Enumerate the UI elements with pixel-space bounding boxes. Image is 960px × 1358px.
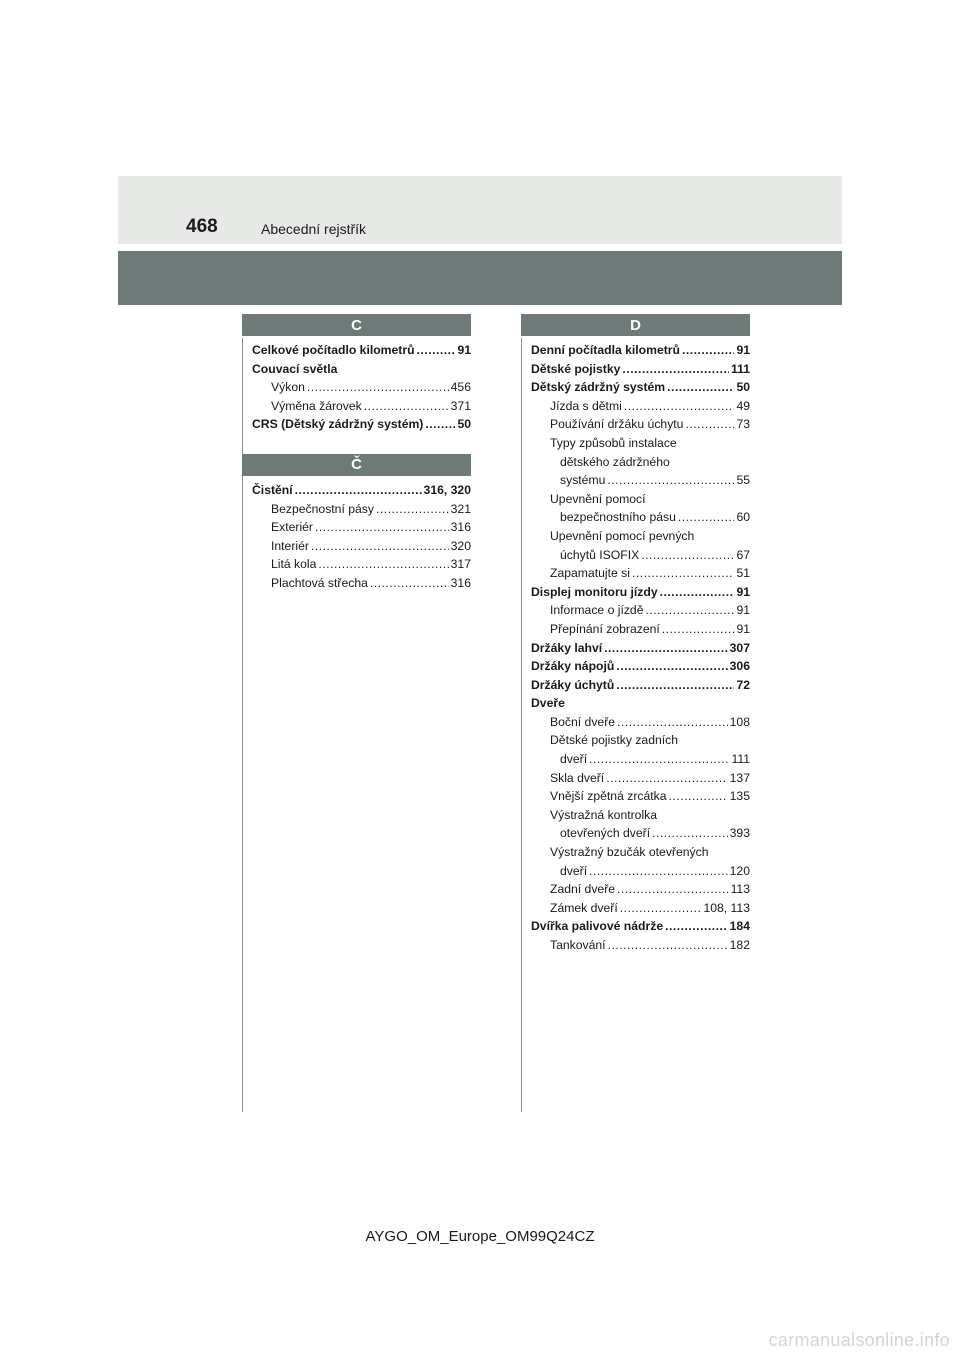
entry-term: Přepínání zobrazení — [550, 621, 660, 636]
index-entry — [531, 360, 750, 379]
entry-page: 108, 113 — [703, 900, 750, 915]
index-entry — [531, 639, 750, 658]
entry-page: 111 — [731, 752, 750, 767]
dot-leader — [685, 415, 734, 434]
entry-page: 120 — [729, 863, 750, 878]
entry-term: Jízda s dětmi — [550, 398, 622, 413]
dot-leader — [616, 676, 734, 695]
dot-leader — [620, 899, 702, 918]
index-entry — [531, 527, 750, 546]
dot-leader — [364, 397, 449, 416]
index-entry — [531, 843, 750, 862]
index-entry-list — [521, 341, 750, 955]
dot-leader — [682, 341, 734, 360]
page-number: 468 — [186, 216, 218, 237]
dot-leader — [665, 917, 728, 936]
entry-page: 316, 320 — [423, 482, 471, 497]
entry-term: Tankování — [550, 938, 606, 952]
entry-term: Skla dveří — [550, 770, 605, 785]
entry-page: 91 — [736, 584, 750, 599]
dot-leader — [652, 824, 728, 843]
index-entry-list — [242, 341, 471, 434]
entry-page: 72 — [736, 677, 750, 692]
index-entry — [531, 397, 750, 416]
dot-leader — [376, 500, 449, 519]
entry-page: 321 — [450, 501, 471, 516]
entry-term: Dětské pojistky — [531, 361, 621, 376]
dot-leader — [607, 471, 734, 490]
section-title: Abecední rejstřík — [261, 221, 367, 237]
index-entry — [531, 508, 750, 527]
dot-leader — [617, 713, 728, 732]
entry-page: 182 — [729, 938, 750, 952]
index-entry — [531, 471, 750, 490]
entry-term: Výměna žárovek — [271, 398, 362, 413]
dot-leader — [589, 862, 728, 881]
index-entry — [252, 500, 471, 519]
index-entry — [531, 378, 750, 397]
index-entry — [252, 360, 471, 379]
entry-term: Vnější zpětná zrcátka — [550, 789, 667, 804]
index-entry — [252, 555, 471, 574]
index-entry — [531, 936, 750, 955]
document-code: AYGO_OM_Europe_OM99Q24CZ — [365, 1228, 595, 1245]
page-header — [118, 176, 842, 244]
index-entry — [531, 694, 750, 713]
entry-term: CRS (Dětský zádržný systém) — [252, 417, 424, 432]
entry-page: 306 — [729, 659, 750, 674]
dot-leader — [295, 481, 422, 500]
index-entry — [531, 676, 750, 695]
entry-term: Bezpečnostní pásy — [271, 501, 374, 516]
dot-leader — [622, 360, 729, 379]
entry-term: dveří — [560, 752, 588, 767]
entry-page: 50 — [736, 380, 750, 395]
dot-leader — [370, 574, 449, 593]
entry-term: Dětské pojistky zadních — [550, 733, 679, 748]
entry-page: 320 — [450, 538, 471, 553]
index-entry — [531, 862, 750, 881]
entry-term: Držáky nápojů — [531, 659, 615, 674]
entry-term: Informace o jízdě — [550, 603, 644, 618]
index-entry — [252, 397, 471, 416]
index-entry — [252, 415, 471, 434]
dot-leader — [425, 415, 455, 434]
dot-leader — [307, 378, 449, 397]
dot-leader — [667, 378, 734, 397]
section-spacer — [242, 434, 471, 454]
entry-page: 307 — [729, 640, 750, 655]
entry-term: dveří — [560, 863, 588, 878]
entry-term: Zámek dveří — [550, 900, 618, 915]
index-entry — [531, 415, 750, 434]
entry-term: Exteriér — [271, 520, 313, 535]
entry-term: Upevnění pomocí — [550, 491, 646, 506]
entry-page: 137 — [729, 770, 750, 785]
entry-page: 316 — [450, 575, 471, 590]
dot-leader — [645, 601, 734, 620]
entry-page: 73 — [736, 417, 750, 432]
entry-page: 108 — [729, 714, 750, 729]
entry-term: Typy způsobů instalace — [550, 435, 677, 450]
entry-term: úchytů ISOFIX — [560, 547, 640, 562]
dot-leader — [617, 880, 729, 899]
entry-term: otevřených dveří — [560, 826, 651, 841]
entry-term: Zapamatujte si — [550, 566, 630, 581]
index-entry — [531, 453, 750, 472]
entry-page: 55 — [736, 473, 750, 488]
entry-term: Zadní dveře — [550, 882, 616, 897]
entry-page: 49 — [736, 398, 750, 413]
dot-leader — [669, 787, 728, 806]
index-entry — [531, 583, 750, 602]
dot-leader — [417, 341, 456, 360]
letter-heading: C — [242, 314, 471, 336]
index-entry — [531, 490, 750, 509]
entry-page: 393 — [729, 826, 750, 841]
entry-term: Dětský zádržný systém — [531, 380, 666, 395]
index-entry — [252, 574, 471, 593]
index-entry — [531, 546, 750, 565]
entry-page: 91 — [736, 603, 750, 618]
index-column-left — [242, 314, 471, 593]
index-entry — [531, 917, 750, 936]
entry-term: Držáky úchytů — [531, 677, 615, 692]
index-entry — [531, 880, 750, 899]
index-entry-list — [242, 481, 471, 593]
entry-page: 371 — [450, 398, 471, 413]
entry-page: 135 — [729, 789, 750, 804]
entry-page: 91 — [457, 343, 471, 357]
dot-leader — [641, 546, 734, 565]
entry-term: Držáky lahví — [531, 640, 603, 655]
letter-heading: Č — [242, 454, 471, 476]
index-entry — [531, 620, 750, 639]
entry-page: 91 — [736, 343, 750, 357]
entry-page: 317 — [450, 557, 471, 572]
entry-page: 316 — [450, 520, 471, 535]
dot-leader — [660, 583, 735, 602]
watermark: carmanualsonline.info — [768, 1330, 950, 1350]
entry-term: dětského zádržného — [560, 454, 670, 469]
index-entry — [252, 378, 471, 397]
index-entry — [531, 769, 750, 788]
entry-term: bezpečnostního pásu — [560, 510, 676, 525]
entry-page: 51 — [736, 566, 750, 581]
index-entry — [531, 434, 750, 453]
index-entry — [531, 787, 750, 806]
dot-leader — [604, 639, 728, 658]
index-entry — [252, 341, 471, 360]
entry-page: 67 — [736, 547, 750, 562]
index-entry — [531, 341, 750, 360]
entry-term: Výstražná kontrolka — [550, 807, 658, 822]
dot-leader — [662, 620, 735, 639]
entry-term: Celkové počítadlo kilometrů — [252, 343, 415, 357]
entry-term: Používání držáku úchytu — [550, 417, 684, 432]
index-entry — [531, 899, 750, 918]
entry-page: 50 — [457, 417, 471, 432]
index-entry — [252, 481, 471, 500]
entry-page: 456 — [450, 380, 471, 395]
dot-leader — [589, 750, 729, 769]
entry-term: Denní počítadla kilometrů — [531, 343, 680, 357]
entry-term: Litá kola — [271, 557, 317, 572]
entry-term: Dveře — [531, 696, 565, 711]
index-entry — [252, 518, 471, 537]
entry-term: Výkon — [271, 380, 305, 395]
entry-term: Displej monitoru jízdy — [531, 584, 658, 599]
index-column-right — [521, 314, 750, 955]
entry-term: Plachtová střecha — [271, 575, 368, 590]
entry-term: Boční dveře — [550, 714, 616, 729]
index-entry — [531, 806, 750, 825]
entry-page: 184 — [729, 919, 750, 934]
entry-page: 91 — [736, 621, 750, 636]
dot-leader — [606, 769, 727, 788]
dot-leader — [616, 657, 727, 676]
entry-term: Interiér — [271, 538, 309, 553]
dot-leader — [315, 518, 449, 537]
header-band — [118, 251, 842, 305]
index-entry — [531, 750, 750, 769]
letter-heading: D — [521, 314, 750, 336]
index-entry — [531, 824, 750, 843]
entry-term: Dvířka palivové nádrže — [531, 919, 664, 934]
entry-term: Upevnění pomocí pevných — [550, 528, 695, 543]
dot-leader — [311, 537, 449, 556]
index-entry — [531, 713, 750, 732]
entry-page: 60 — [736, 510, 750, 525]
index-entry — [531, 601, 750, 620]
dot-leader — [624, 397, 735, 416]
entry-page: 111 — [731, 361, 750, 376]
entry-term: Výstražný bzučák otevřených — [550, 845, 709, 860]
dot-leader — [318, 555, 448, 574]
dot-leader — [678, 508, 735, 527]
index-entry — [531, 564, 750, 583]
entry-term: systému — [560, 473, 606, 488]
entry-term: Čistění — [252, 482, 293, 497]
entry-page: 113 — [730, 882, 750, 897]
dot-leader — [608, 936, 728, 955]
index-entry — [531, 731, 750, 750]
dot-leader — [632, 564, 735, 583]
entry-term: Couvací světla — [252, 361, 338, 376]
index-entry — [252, 537, 471, 556]
index-entry — [531, 657, 750, 676]
